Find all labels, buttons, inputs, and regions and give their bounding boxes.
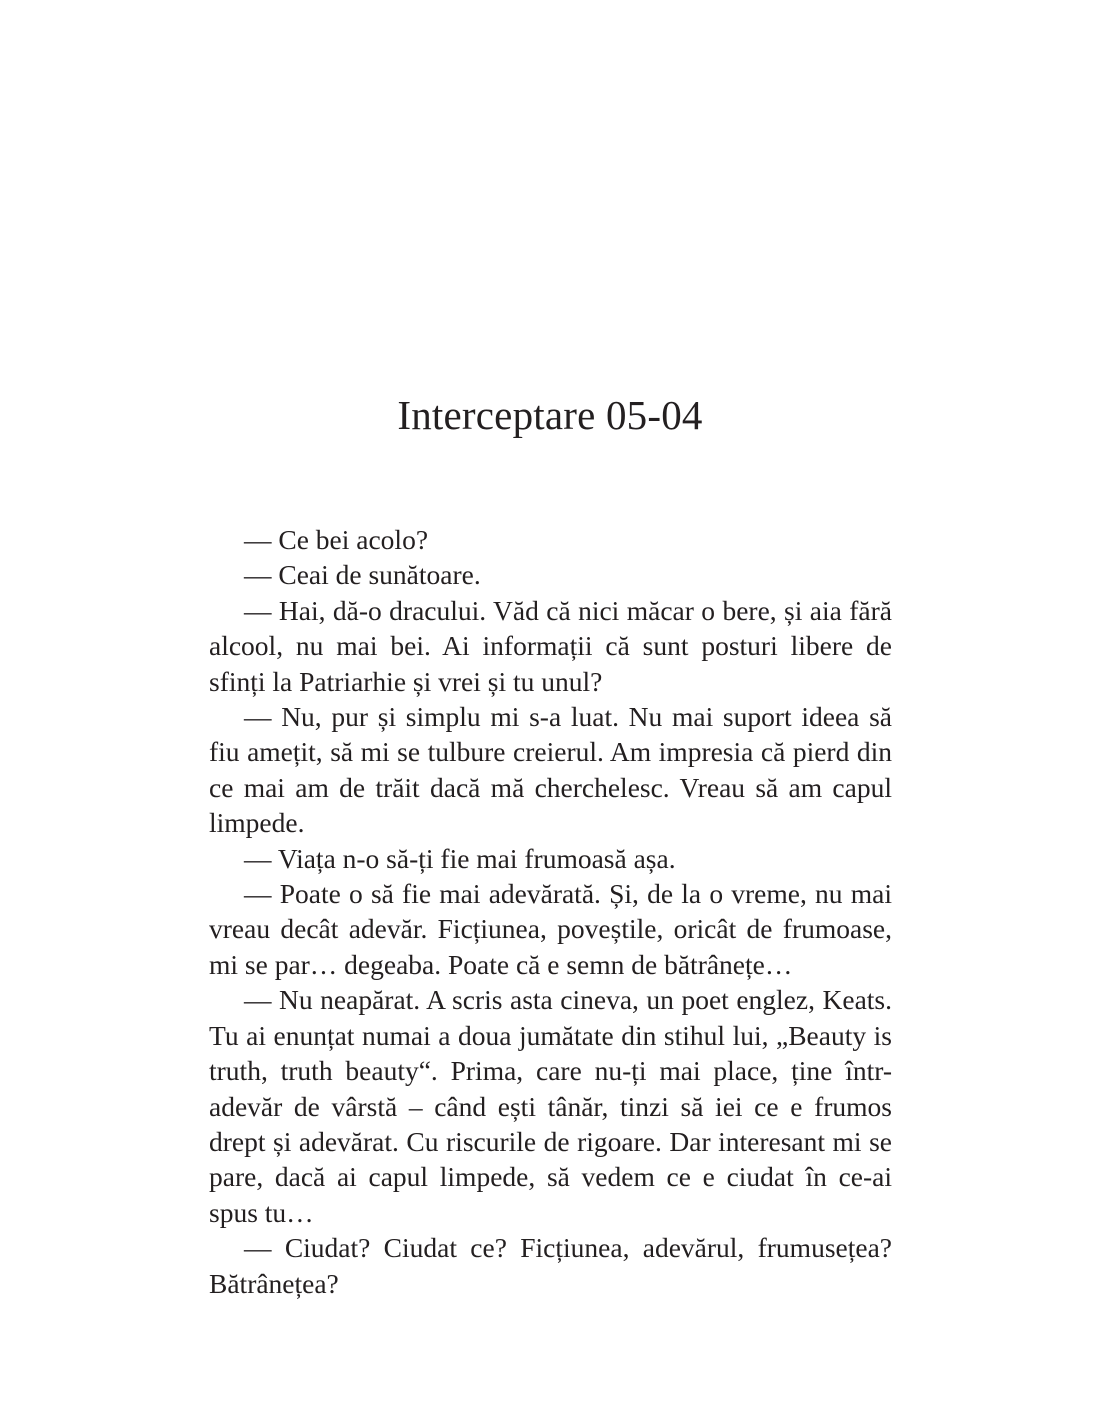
paragraph: — Nu, pur și simplu mi s-a luat. Nu mai suport ideea să fiu amețit, să mi se tulbure creierul. Am impresia că pierd din ce mai am de trăit dacă mă cherchelesc. Vreau să am capul limpede. [209, 701, 892, 839]
chapter-title: Interceptare 05-04 [397, 392, 703, 438]
paragraph: — Ciudat? Ciudat ce? Ficțiunea, adevărul, frumusețea? Bătrânețea? [209, 1232, 892, 1299]
paragraph: — Ceai de sunătoare. [244, 559, 481, 591]
paragraph: — Poate o să fie mai adevărată. Și, de la o vreme, nu mai vreau decât adevăr. Ficțiunea, poveștile, oricât de frumoase, mi se par… degeaba. Poate că e semn de bătrânețe… [209, 878, 892, 980]
dialogue-text [209, 522, 892, 1301]
paragraph: — Ce bei acolo? [244, 524, 429, 555]
paragraph: — Hai, dă-o dracului. Văd că nici măcar o bere, și aia fără alcool, nu mai bei. Ai informații că sunt posturi libere de sfinți la Patriarhie și vrei și tu unul? [209, 594, 892, 697]
paragraph: — Nu neapărat. A scris asta cineva, un poet englez, Keats. Tu ai enunțat numai a doua jumătate din stihul lui, „Beauty is truth, truth beauty“. Prima, care nu-ți mai place, ține într-adevăr de vârstă – când ești tânăr, tinzi să iei ce e frumos drept și adevărat. Cu riscurile de rigoare. Dar interesant mi se pare, dacă ai capul limpede, să vedem ce e ciudat în ce-ai spus tu… [209, 984, 892, 1228]
paragraph: — Viața n-o să-ți fie mai frumoasă așa. [244, 842, 676, 874]
